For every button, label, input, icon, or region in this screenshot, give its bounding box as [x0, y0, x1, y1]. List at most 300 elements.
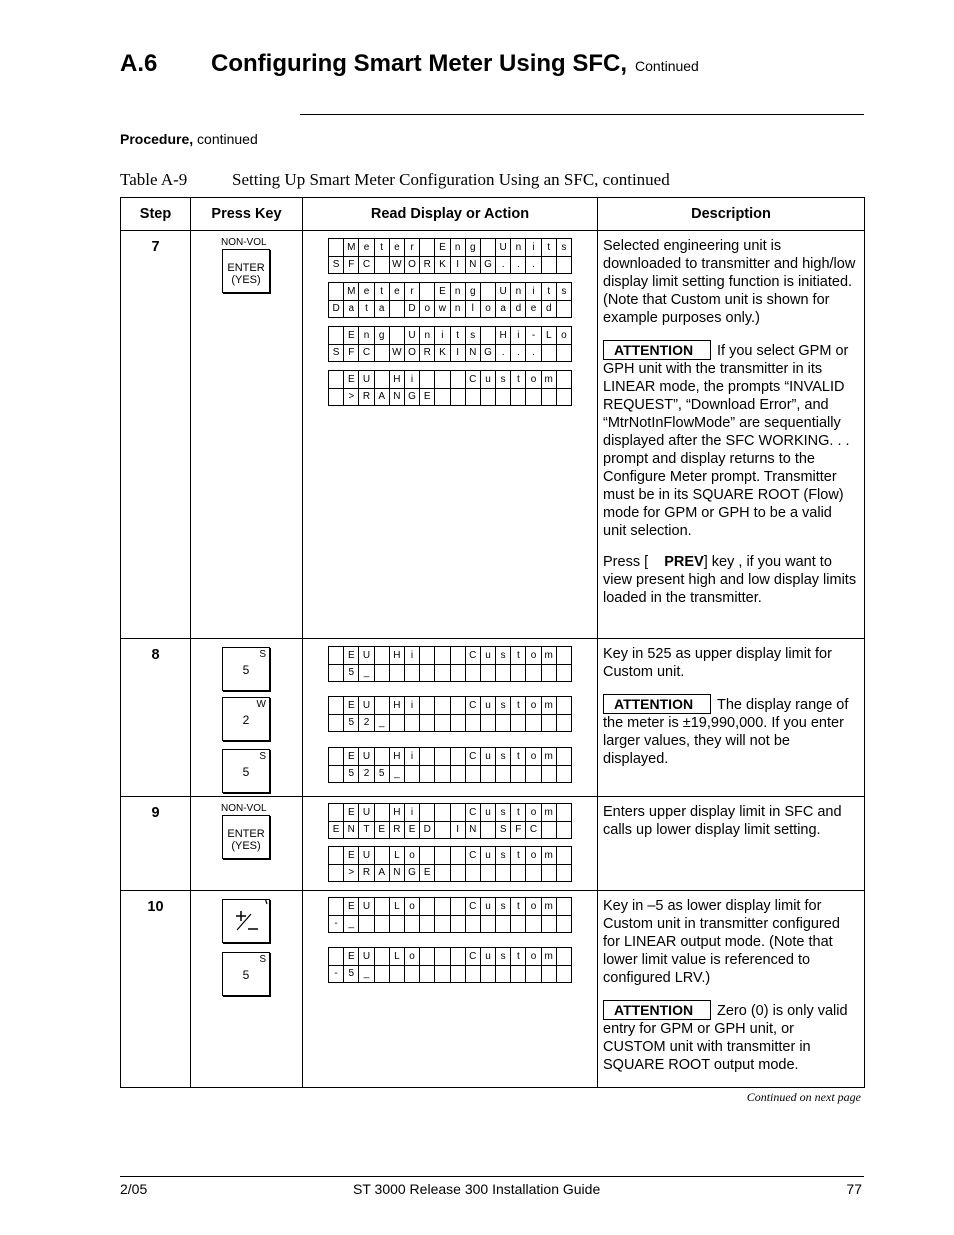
lcd-char: u: [480, 847, 495, 864]
lcd-display: [328, 747, 572, 783]
lcd-char: a: [495, 300, 510, 317]
prev-text-a: Press [: [603, 554, 649, 570]
lcd-char: [329, 664, 343, 681]
lcd-char: [556, 344, 571, 361]
lcd-char: [556, 898, 571, 915]
lcd-char: [329, 371, 343, 388]
lcd-char: _: [343, 915, 358, 932]
lcd-char: s: [495, 948, 510, 965]
lcd-char: [374, 371, 389, 388]
lcd-char: [329, 327, 343, 344]
lcd-char: U: [358, 804, 373, 821]
lcd-char: [556, 821, 571, 838]
procedure-label: [120, 131, 258, 147]
lcd-char: U: [495, 239, 510, 256]
footer-title: ST 3000 Release 300 Installation Guide: [353, 1181, 601, 1197]
lcd-char: [329, 697, 343, 714]
lcd-char: I: [450, 344, 465, 361]
lcd-char: [450, 748, 465, 765]
lcd-char: C: [465, 748, 480, 765]
lcd-char: i: [525, 239, 540, 256]
lcd-char: [510, 714, 525, 731]
lcd-char: [525, 915, 540, 932]
lcd-char: [329, 388, 343, 405]
lcd-char: d: [510, 300, 525, 317]
lcd-char: m: [541, 804, 556, 821]
attention-text: Zero (0) is only valid entry for GPM or GPH unit, or CUSTOM unit with transmitter in SQUARE ROOT output mode.: [603, 1003, 848, 1073]
table-caption: [120, 170, 670, 190]
lcd-line-1: [329, 697, 571, 715]
lcd-char: [419, 898, 434, 915]
lcd-char: n: [358, 327, 373, 344]
lcd-char: i: [404, 697, 419, 714]
lcd-char: [556, 371, 571, 388]
lcd-char: G: [404, 864, 419, 881]
lcd-char: L: [389, 948, 404, 965]
lcd-char: 5: [343, 965, 358, 982]
lcd-line-2: [329, 915, 571, 932]
lcd-char: d: [541, 300, 556, 317]
lcd-char: H: [389, 371, 404, 388]
lcd-char: K: [434, 344, 449, 361]
lcd-char: t: [510, 748, 525, 765]
description-cell: [598, 639, 865, 797]
lcd-char: U: [358, 948, 373, 965]
lcd-char: e: [389, 239, 404, 256]
lcd-char: E: [332, 824, 340, 835]
lcd-char: [510, 915, 525, 932]
lcd-char: [465, 388, 480, 405]
lcd-char: H: [389, 804, 404, 821]
lcd-char: [495, 915, 510, 932]
attention-badge: ATTENTION: [603, 694, 711, 714]
lcd-char: o: [525, 748, 540, 765]
lcd-char: o: [480, 300, 495, 317]
lcd-char: w: [434, 300, 449, 317]
lcd-char: [541, 344, 556, 361]
lcd-char: E: [343, 898, 358, 915]
lcd-char: [480, 965, 495, 982]
lcd-char: L: [389, 847, 404, 864]
key-5-s[interactable]: [222, 749, 270, 793]
lcd-char: [480, 915, 495, 932]
lcd-char: n: [419, 327, 434, 344]
lcd-char: N: [465, 256, 480, 273]
step-number: 9: [121, 797, 191, 891]
plus-minus-key[interactable]: [222, 899, 270, 943]
lcd-char: [419, 804, 434, 821]
lcd-char: g: [374, 327, 389, 344]
description-cell: [598, 797, 865, 891]
table-row: [121, 797, 865, 891]
enter-yes-key[interactable]: [222, 815, 270, 859]
lcd-char: u: [480, 647, 495, 664]
lcd-display: [328, 282, 572, 318]
lcd-char: t: [510, 948, 525, 965]
lcd-char: _: [389, 765, 404, 782]
lcd-char: C: [465, 647, 480, 664]
lcd-char: [434, 765, 449, 782]
lcd-char: [434, 821, 449, 838]
lcd-char: I: [450, 256, 465, 273]
lcd-line-2: [329, 664, 571, 681]
lcd-line-1: [329, 898, 571, 916]
lcd-char: [541, 256, 556, 273]
lcd-char: [495, 765, 510, 782]
lcd-char: [419, 371, 434, 388]
nonvol-label: NON-VOL: [221, 803, 267, 814]
lcd-char: [374, 915, 389, 932]
lcd-char: [556, 256, 571, 273]
lcd-char: [525, 765, 540, 782]
lcd-char: m: [541, 697, 556, 714]
lcd-char: t: [358, 300, 373, 317]
col-description: Description: [598, 198, 865, 231]
lcd-char: s: [556, 239, 571, 256]
lcd-char: [389, 664, 404, 681]
key-corner-letter: S: [259, 649, 266, 660]
lcd-char: [450, 804, 465, 821]
lcd-char: r: [404, 283, 419, 300]
press-key-cell: [191, 231, 303, 639]
lcd-char: [556, 847, 571, 864]
lcd-char: [419, 239, 434, 256]
lcd-char: t: [374, 283, 389, 300]
lcd-char: E: [343, 371, 358, 388]
lcd-char: M: [343, 283, 358, 300]
lcd-char: [434, 714, 449, 731]
lcd-char: E: [343, 647, 358, 664]
lcd-char: C: [465, 804, 480, 821]
section-heading: [120, 50, 699, 78]
key-5-s[interactable]: [222, 952, 270, 996]
lcd-char: g: [465, 283, 480, 300]
col-press-key: Press Key: [191, 198, 303, 231]
lcd-char: H: [495, 327, 510, 344]
lcd-char: S: [495, 821, 510, 838]
lcd-char: U: [358, 847, 373, 864]
lcd-char: R: [419, 256, 434, 273]
caption-title: Setting Up Smart Meter Configuration Using an SFC, continued: [232, 170, 670, 189]
lcd-char: n: [450, 283, 465, 300]
lcd-char: [480, 765, 495, 782]
lcd-line-2: [329, 300, 571, 317]
lcd-char: [374, 847, 389, 864]
key-digit: 5: [242, 663, 250, 677]
lcd-char: [495, 664, 510, 681]
lcd-char: [374, 697, 389, 714]
lcd-char: G: [480, 344, 495, 361]
lcd-char: [329, 847, 343, 864]
col-step: Step: [121, 198, 191, 231]
lcd-char: U: [358, 697, 373, 714]
lcd-char: u: [480, 898, 495, 915]
lcd-char: o: [525, 371, 540, 388]
lcd-char: [541, 765, 556, 782]
lcd-char: .: [510, 256, 525, 273]
lcd-char: [389, 965, 404, 982]
lcd-char: [556, 748, 571, 765]
lcd-char: A: [374, 864, 389, 881]
attention-badge: ATTENTION: [603, 340, 711, 360]
lcd-char: [556, 697, 571, 714]
plus-minus-icon: [223, 900, 269, 942]
attention-text: If you select GPM or GPH unit with the transmitter in its LINEAR mode, the prompts “INVALID REQUEST”, “Download Error”, and “MtrNotInFlowMode” are sequentially displayed after the SFC WORKING. . . prompt and display returns to the Configure Meter prompt. Transmitter must be in its SQUARE ROOT (Flow) mode for GPM or GPH to be a valid unit selection.: [603, 343, 850, 539]
lcd-char: [419, 283, 434, 300]
lcd-char: [480, 388, 495, 405]
lcd-char: [450, 371, 465, 388]
lcd-char: L: [541, 327, 556, 344]
lcd-char: i: [510, 327, 525, 344]
lcd-char: E: [404, 821, 419, 838]
lcd-char: s: [495, 697, 510, 714]
lcd-char: i: [404, 371, 419, 388]
lcd-char: m: [541, 847, 556, 864]
lcd-display: [328, 947, 572, 983]
lcd-char: o: [419, 300, 434, 317]
lcd-char: [480, 864, 495, 881]
lcd-char: H: [389, 697, 404, 714]
lcd-char: o: [556, 327, 571, 344]
lcd-char: U: [358, 898, 373, 915]
lcd-char: o: [525, 948, 540, 965]
lcd-line-1: [329, 847, 571, 865]
lcd-char: N: [465, 344, 480, 361]
lcd-char: [374, 965, 389, 982]
lcd-char: 5: [343, 664, 358, 681]
lcd-char: F: [510, 821, 525, 838]
lcd-line-2: [329, 765, 571, 782]
lcd-char: S: [332, 259, 340, 270]
lcd-char: [480, 283, 495, 300]
lcd-char: m: [541, 748, 556, 765]
lcd-char: [525, 965, 540, 982]
lcd-char: [419, 647, 434, 664]
lcd-char: [450, 948, 465, 965]
lcd-char: [525, 388, 540, 405]
lcd-char: [374, 748, 389, 765]
lcd-char: C: [465, 697, 480, 714]
table-header-row: [121, 198, 865, 231]
description-cell: [598, 231, 865, 639]
lcd-char: G: [480, 256, 495, 273]
lcd-char: E: [343, 948, 358, 965]
lcd-char: E: [434, 283, 449, 300]
lcd-char: [434, 847, 449, 864]
lcd-char: [389, 327, 404, 344]
lcd-char: [510, 864, 525, 881]
lcd-line-1: [329, 948, 571, 966]
lcd-display: [328, 803, 572, 839]
key-5-s[interactable]: [222, 647, 270, 691]
lcd-char: E: [343, 327, 358, 344]
lcd-char: [556, 714, 571, 731]
prev-text-b: ] key , if you want to view present high and low display limits loaded in the transmitter.: [603, 554, 857, 606]
lcd-char: [358, 915, 373, 932]
lcd-char: [329, 748, 343, 765]
lcd-char: _: [358, 664, 373, 681]
lcd-line-2: [329, 821, 571, 838]
lcd-char: 2: [358, 714, 373, 731]
press-key-cell: [191, 891, 303, 1088]
lcd-char: u: [480, 697, 495, 714]
lcd-char: [389, 714, 404, 731]
lcd-char: [434, 915, 449, 932]
lcd-char: K: [434, 256, 449, 273]
lcd-char: [525, 864, 540, 881]
lcd-char: [329, 804, 343, 821]
lcd-char: n: [510, 239, 525, 256]
lcd-char: [450, 647, 465, 664]
lcd-char: i: [404, 804, 419, 821]
lcd-char: >: [343, 388, 358, 405]
lcd-char: o: [525, 898, 540, 915]
lcd-char: [510, 388, 525, 405]
lcd-char: e: [358, 239, 373, 256]
lcd-char: [434, 647, 449, 664]
lcd-char: C: [465, 371, 480, 388]
col-display: Read Display or Action: [303, 198, 598, 231]
lcd-char: G: [404, 388, 419, 405]
lcd-char: [465, 864, 480, 881]
lcd-char: [329, 239, 343, 256]
lcd-char: _: [358, 965, 373, 982]
lcd-char: [329, 647, 343, 664]
step-number: 7: [121, 231, 191, 639]
lcd-char: t: [510, 847, 525, 864]
lcd-char: [480, 714, 495, 731]
lcd-line-1: [329, 804, 571, 822]
lcd-char: E: [419, 388, 434, 405]
lcd-char: W: [389, 256, 404, 273]
procedure-rest: continued: [193, 131, 258, 147]
lcd-char: [450, 965, 465, 982]
lcd-char: [434, 664, 449, 681]
step-number: 10: [121, 891, 191, 1088]
footer-rule: [120, 1176, 864, 1177]
lcd-char: [419, 748, 434, 765]
lcd-char: [525, 714, 540, 731]
lcd-line-2: [329, 714, 571, 731]
lcd-char: E: [419, 864, 434, 881]
attention-badge: ATTENTION: [603, 1000, 711, 1020]
lcd-char: [465, 714, 480, 731]
lcd-display: [328, 897, 572, 933]
lcd-char: I: [450, 821, 465, 838]
lcd-char: [525, 664, 540, 681]
lcd-char: [541, 915, 556, 932]
lcd-line-2: [329, 864, 571, 881]
lcd-char: [434, 697, 449, 714]
lcd-char: C: [358, 256, 373, 273]
description-text: Enters upper display limit in SFC and calls up lower display limit setting.: [603, 804, 842, 838]
lcd-char: s: [556, 283, 571, 300]
lcd-char: [450, 847, 465, 864]
lcd-char: [404, 714, 419, 731]
lcd-display: [328, 370, 572, 406]
lcd-char: 5: [343, 765, 358, 782]
section-title: Configuring Smart Meter Using SFC,: [211, 50, 628, 77]
lcd-char: a: [374, 300, 389, 317]
lcd-char: [450, 864, 465, 881]
lcd-line-2: [329, 965, 571, 982]
lcd-char: 5: [343, 714, 358, 731]
lcd-char: e: [358, 283, 373, 300]
lcd-char: [480, 821, 495, 838]
lcd-char: [434, 864, 449, 881]
key-digit: 2: [242, 713, 250, 727]
lcd-display: [328, 696, 572, 732]
key-2-w[interactable]: [222, 697, 270, 741]
lcd-line-1: [329, 239, 571, 257]
lcd-char: l: [465, 300, 480, 317]
header-rule: [300, 114, 864, 115]
lcd-line-1: [329, 748, 571, 766]
lcd-char: i: [404, 748, 419, 765]
lcd-char: [541, 821, 556, 838]
lcd-char: s: [495, 804, 510, 821]
lcd-char: E: [434, 239, 449, 256]
lcd-char: e: [525, 300, 540, 317]
lcd-char: [419, 765, 434, 782]
lcd-char: N: [389, 388, 404, 405]
lcd-char: -: [525, 327, 540, 344]
lcd-char: o: [404, 898, 419, 915]
lcd-char: D: [419, 821, 434, 838]
lcd-char: [556, 664, 571, 681]
lcd-char: [495, 714, 510, 731]
caption-label: Table A-9: [120, 170, 188, 189]
lcd-display: [328, 846, 572, 882]
lcd-char: o: [404, 847, 419, 864]
description-text: Key in 525 as upper display limit for Custom unit.: [603, 646, 832, 680]
lcd-char: s: [495, 847, 510, 864]
lcd-char: F: [343, 256, 358, 273]
lcd-char: D: [404, 300, 419, 317]
lcd-char: [510, 765, 525, 782]
lcd-char: U: [404, 327, 419, 344]
press-key-cell: [191, 639, 303, 797]
lcd-char: N: [465, 821, 480, 838]
lcd-char: [556, 864, 571, 881]
lcd-char: [465, 664, 480, 681]
lcd-char: D: [332, 303, 340, 314]
lcd-display: [328, 238, 572, 274]
continued-next-page: Continued on next page: [746, 1090, 861, 1104]
lcd-char: o: [404, 948, 419, 965]
lcd-char: [465, 915, 480, 932]
lcd-char: C: [465, 948, 480, 965]
enter-yes-key[interactable]: [222, 249, 270, 293]
lcd-char: O: [404, 344, 419, 361]
lcd-char: >: [343, 864, 358, 881]
lcd-line-1: [329, 371, 571, 389]
lcd-char: [510, 965, 525, 982]
lcd-char: [419, 697, 434, 714]
procedure-table: [120, 197, 865, 1088]
lcd-char: [495, 388, 510, 405]
lcd-char: t: [510, 804, 525, 821]
key-digit: 5: [242, 765, 250, 779]
lcd-char: o: [525, 804, 540, 821]
lcd-char: [556, 915, 571, 932]
lcd-char: [374, 804, 389, 821]
lcd-char: t: [541, 239, 556, 256]
lcd-char: N: [343, 821, 358, 838]
lcd-char: s: [495, 748, 510, 765]
lcd-char: O: [404, 256, 419, 273]
lcd-char: m: [541, 948, 556, 965]
